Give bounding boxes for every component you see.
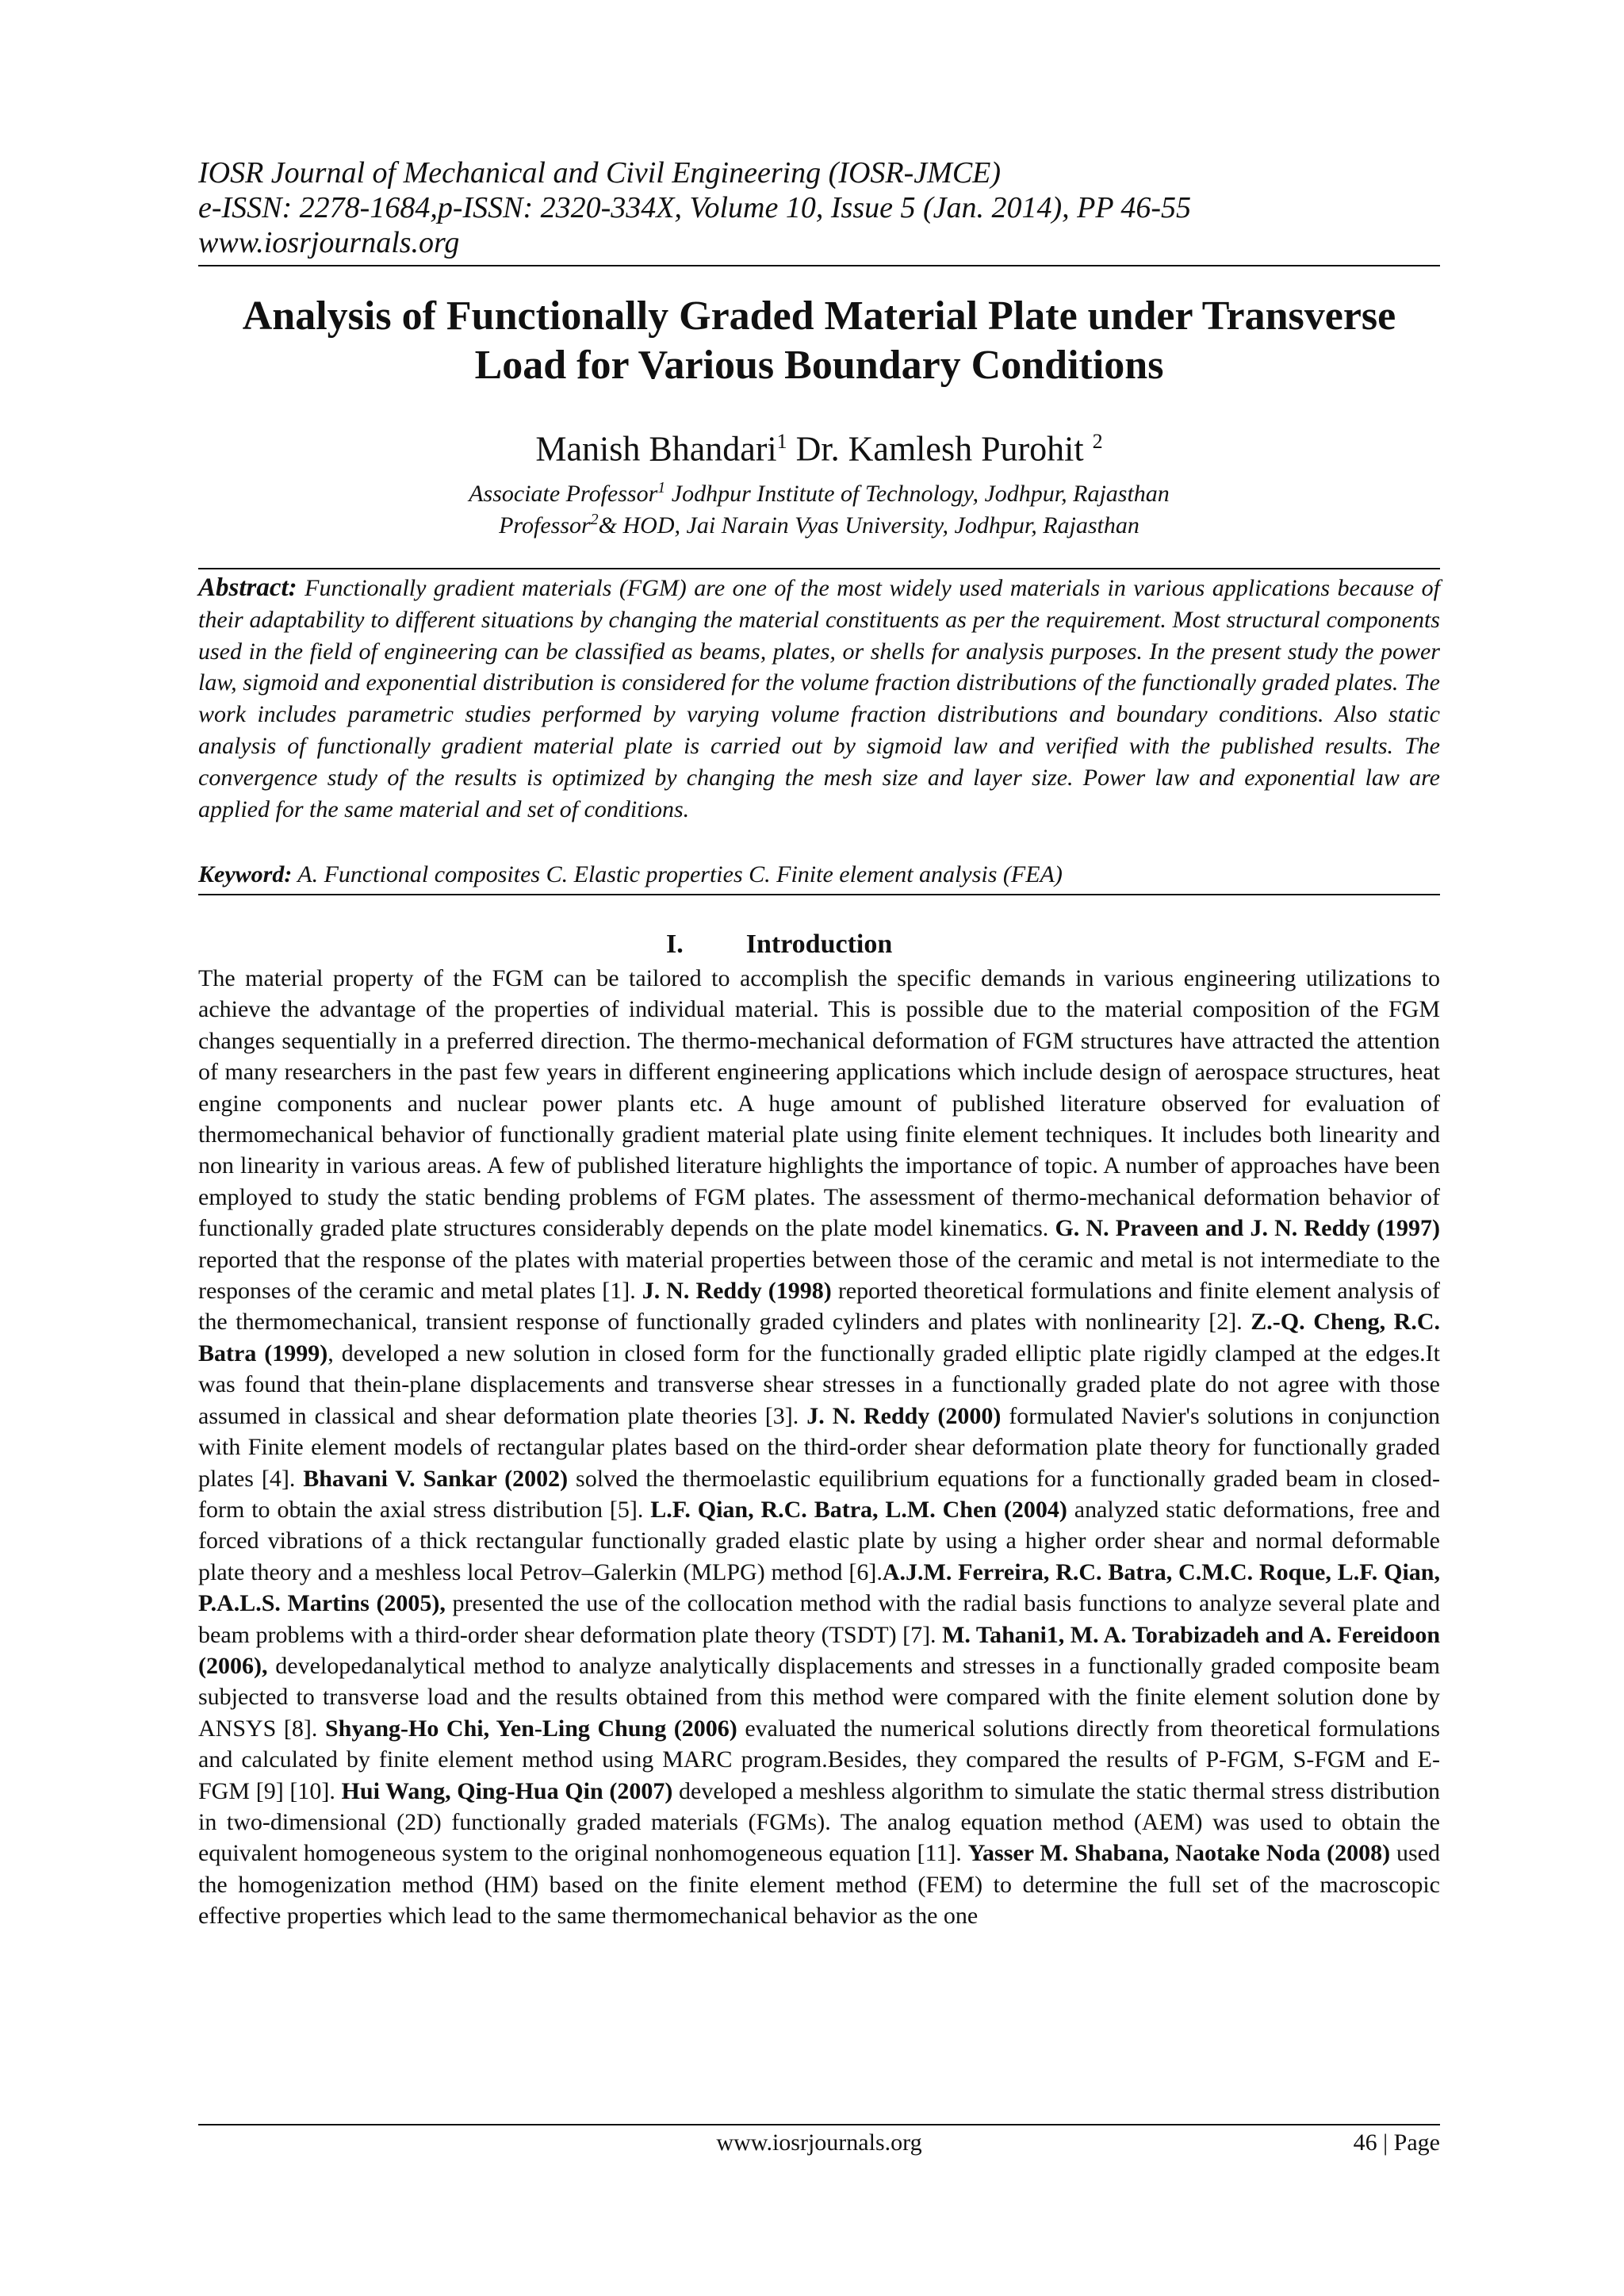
- citation-chi-chung: Shyang-Ho Chi, Yen-Ling Chung (2006): [324, 1715, 737, 1742]
- intro-text-4: , developed a new solution in closed form for the functionally graded elliptic plate rigidly clamped at the edges.It was found that thein-plane displacements and transverse shear stresses in a functionally graded plate do not agree with those assumed in classical and shear deformation plate theories [3].: [198, 1340, 1440, 1429]
- abstract-rule-top: [198, 568, 1440, 569]
- issn-line: e-ISSN: 2278-1684,p-ISSN: 2320-334X, Volume 10, Issue 5 (Jan. 2014), PP 46-55: [198, 191, 1192, 224]
- citation-ferreira: A.J.M. Ferreira, R.C. Batra, C.M.C. Roque, L.F. Qian, P.A.L.S. Martins (2005),: [198, 1558, 1440, 1617]
- affiliation-1: [198, 473, 1440, 508]
- affiliation-2: [198, 505, 1440, 540]
- page-number: 46 | Page: [1353, 2129, 1440, 2156]
- intro-text-10: evaluated the numerical solutions directly from theoretical formulations and calculated by finite element method using MARC program.Besides, they compared the results of P-FGM, S-FGM and E-FGM [9] [10].: [198, 1715, 1440, 1804]
- abstract-text: Functionally gradient materials (FGM) are one of the most widely used materials in various applications because of their adaptability to different situations by changing the material constituents as per the requirement. Most structural components used in the field of engineering can be classified as beams, plates, or shells for analysis purposes. In the present study the power law, sigmoid and exponential distribution is considered for the volume fraction distributions of the functionally graded plates. The work includes parametric studies performed by varying volume fraction distributions and boundary conditions. Also static analysis of functionally gradient material plate is carried out by sigmoid law and verified with the published results. The convergence study of the results is optimized by changing the mesh size and layer size. Power law and exponential law are applied for the same material and set of conditions.: [198, 575, 1440, 822]
- affiliation-1-institution: Jodhpur Institute of Technology, Jodhpur, Rajasthan: [665, 481, 1170, 507]
- footer-url: www.iosrjournals.org: [716, 2129, 922, 2156]
- keyword-label: Keyword:: [198, 861, 293, 887]
- affiliation-2-title: Professor: [499, 512, 591, 539]
- citation-cheng-batra: Z.-Q. Cheng, R.C. Batra (1999): [198, 1309, 1440, 1366]
- footer-rule: [198, 2124, 1440, 2125]
- journal-header: [198, 155, 1440, 260]
- journal-name: IOSR Journal of Mechanical and Civil Engineering (IOSR-JMCE): [198, 156, 1002, 190]
- abstract-rule-bottom: [198, 894, 1440, 895]
- citation-qian-batra-chen: L.F. Qian, R.C. Batra, L.M. Chen (2004): [650, 1496, 1067, 1523]
- author-2-sup: 2: [1092, 430, 1103, 453]
- citation-sankar: Bhavani V. Sankar (2002): [303, 1465, 569, 1492]
- citation-reddy-2000: J. N. Reddy (2000): [806, 1402, 1002, 1429]
- intro-text-12: used the homogenization method (HM) based on the finite element method (FEM) to determine the full set of the macroscopic effective properties which lead to the same thermomechanical behavior as the one: [198, 1840, 1440, 1930]
- paper-title: [198, 292, 1440, 390]
- intro-text-3: reported theoretical formulations and finite element analysis of the thermomechanical, transient response of functionally graded cylinders and plates with nonlinearity [2].: [198, 1278, 1440, 1336]
- intro-text-8: presented the use of the collocation method with the radial basis functions to analyze several plate and beam problems with a third-order shear deformation plate theory (TSDT) [7].: [198, 1590, 1440, 1648]
- keyword-text: A. Functional composites C. Elastic properties C. Finite element analysis (FEA): [292, 861, 1063, 887]
- section-number: I.: [666, 930, 684, 959]
- author-2: Dr. Kamlesh Purohit: [787, 429, 1093, 469]
- introduction-paragraph: [198, 963, 1440, 1932]
- intro-text-1: The material property of the FGM can be tailored to accomplish the specific demands in various engineering utilizations to achieve the advantage of the properties of individual material. This is possible due to the material composition of the FGM changes sequentially in a preferred direction. The thermo-mechanical deformation of FGM structures have attracted the attention of many researchers in the past few years in different engineering applications which include design of aerospace structures, heat engine components and nuclear power plants etc. A huge amount of published literature observed for evaluation of thermomechanical behavior of functionally gradient material plate using finite element techniques. It includes both linearity and non linearity in various areas. A few of published literature highlights the importance of topic. A number of approaches have been employed to study the static bending problems of FGM plates. The assessment of thermo-mechanical deformation behavior of functionally graded plate structures considerably depends on the plate model kinematics.: [198, 965, 1440, 1242]
- abstract-label: Abstract:: [198, 573, 297, 602]
- author-line: [198, 420, 1440, 471]
- affiliation-2-sup: 2: [590, 511, 599, 528]
- citation-tahani: M. Tahani1, M. A. Torabizadeh and A. Fereidoon (2006),: [198, 1621, 1441, 1679]
- citation-wang-qin: Hui Wang, Qing-Hua Qin (2007): [341, 1777, 673, 1804]
- intro-text-5: formulated Navier's solutions in conjunction with Finite element models of rectangular plates based on the third-order shear deformation plate theory for functionally graded plates [4].: [198, 1402, 1440, 1492]
- intro-text-6: solved the thermoelastic equilibrium equations for a functionally graded beam in closed-form to obtain the axial stress distribution [5].: [198, 1465, 1441, 1523]
- author-1: Manish Bhandari: [535, 429, 777, 469]
- affiliation-1-title: Associate Professor: [469, 481, 658, 507]
- citation-praveen-reddy: G. N. Praveen and J. N. Reddy (1997): [1055, 1215, 1440, 1242]
- author-1-sup: 1: [776, 430, 787, 453]
- section-heading: [198, 928, 1440, 961]
- intro-text-11: developed a meshless algorithm to simulate the static thermal stress distribution in two-dimensional (2D) functionally graded materials (FGMs). The analog equation method (AEM) was used to obtain the equivalent homogeneous system to the original nonhomogeneous equation [11].: [198, 1777, 1440, 1867]
- section-title: Introduction: [745, 930, 893, 959]
- intro-text-2: reported that the response of the plates with material properties between those of the ceramic and metal is not intermediate to the responses of the ceramic and metal plates [1].: [198, 1246, 1440, 1305]
- title-line-2: Load for Various Boundary Conditions: [474, 343, 1164, 388]
- citation-reddy-1998: J. N. Reddy (1998): [642, 1278, 832, 1305]
- affiliation-1-sup: 1: [657, 479, 666, 496]
- intro-text-9: developedanalytical method to analyze analytically displacements and stresses in a functionally graded composite beam subjected to transverse load and the results obtained from this method were compared with the finite element solution done by ANSYS [8].: [198, 1652, 1440, 1742]
- title-line-1: Analysis of Functionally Graded Material Plate under Transverse: [242, 293, 1396, 339]
- abstract: [198, 573, 1440, 825]
- citation-shabana-noda: Yasser M. Shabana, Naotake Noda (2008): [967, 1840, 1391, 1867]
- keywords: [198, 859, 1440, 891]
- intro-text-7: analyzed static deformations, free and forced vibrations of a thick rectangular functionally graded elastic plate by using a higher order shear and normal deformable plate theory and a meshless local Petrov–Galerkin (MLPG) method [6].: [198, 1496, 1440, 1585]
- header-rule: [198, 265, 1440, 266]
- affiliation-2-institution: & HOD, Jai Narain Vyas University, Jodhpur, Rajasthan: [598, 512, 1139, 539]
- journal-website: www.iosrjournals.org: [198, 226, 460, 259]
